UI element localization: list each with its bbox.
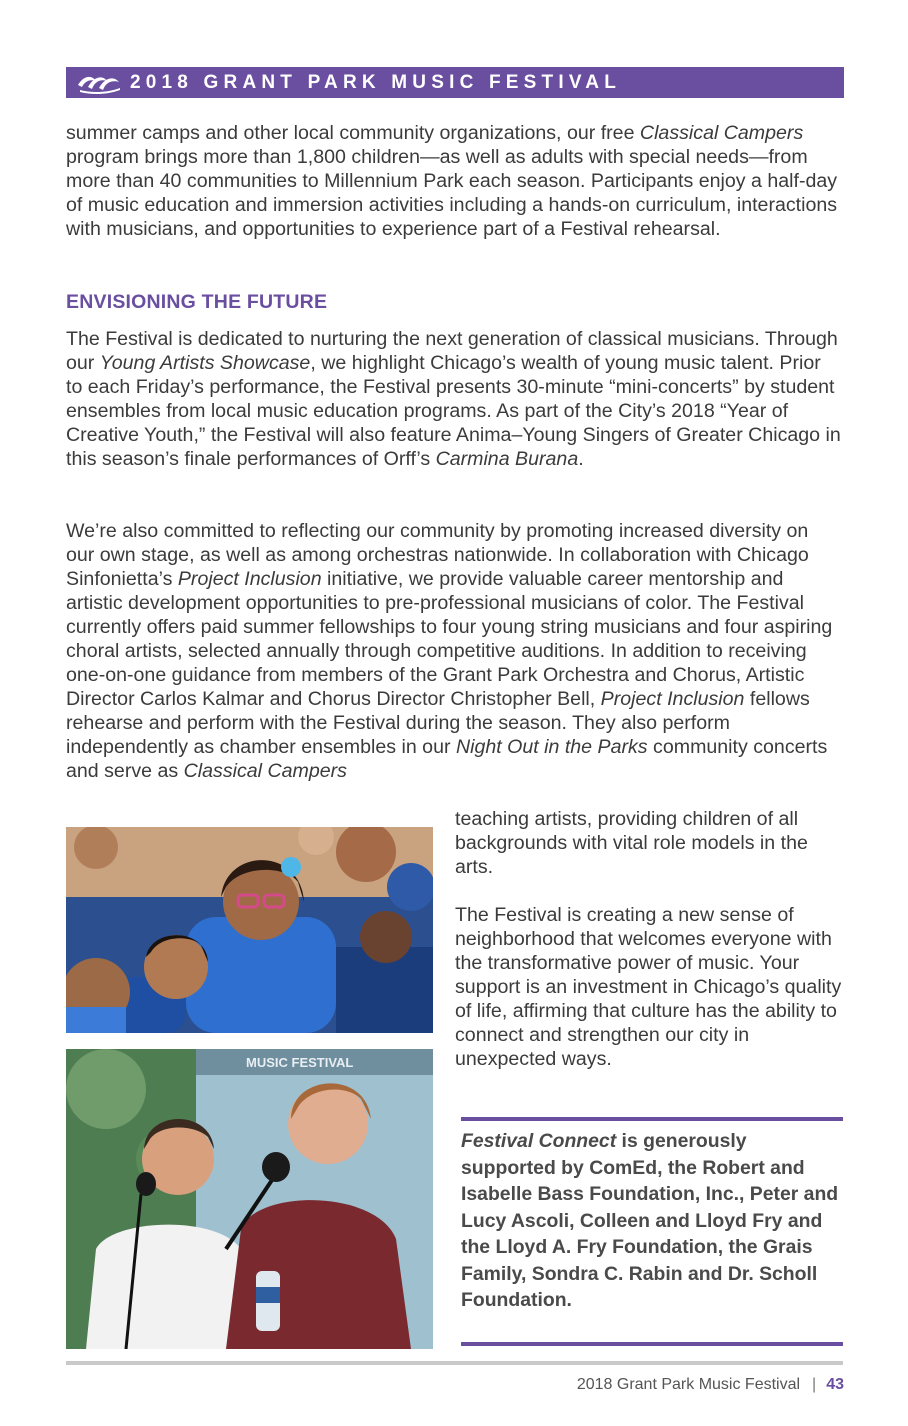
page-header-bar — [66, 67, 844, 98]
page-footer — [577, 1376, 844, 1394]
footer-separator: | — [812, 1376, 817, 1393]
neighborhood-paragraph: The Festival is creating a new sense of neighborhood that welcomes everyone with the transformative power of music. Your support is an investment in Chicago’s quality of life, affirming that culture has the ability to connect and strengthen our city in unexpected ways. — [455, 904, 842, 1070]
photo-banner-text: MUSIC FESTIVAL — [246, 1055, 354, 1070]
page-number: 43 — [826, 1376, 844, 1393]
intro-paragraph: summer camps and other local community organizations, our free Classical Campers program brings more than 1,800 children—as well as adults with special needs—from more than 40 communities to Millennium Park each season. Participants enjoy a half-day of music education and immersion activities including a hands-on curriculum, interactions with musicians, and opportunities to experience part of a Festival rehearsal. — [66, 122, 838, 240]
support-box-bottom-rule — [461, 1342, 843, 1346]
future-paragraph: The Festival is dedicated to nurturing the next generation of classical musicians. Through our Young Artists Showcase, we highlight Chicago’s wealth of young music talent. Prior to each Friday’s performance, the Festival presents 30-minute “mini-concerts” by student ensembles from local music education programs. As part of the City’s 2018 “Year of Creative Youth,” the Festival will also feature Anima–Young Singers of Greater Chicago in this season’s finale performances of Orff’s Carmina Burana. — [66, 328, 841, 470]
support-box-top-rule — [461, 1117, 843, 1121]
diversity-paragraph-continued: teaching artists, providing children of all backgrounds with vital role models in the arts. — [455, 808, 808, 878]
photo-musicians-interview — [66, 1049, 433, 1349]
header-title: 2018 GRANT PARK MUSIC FESTIVAL — [130, 71, 622, 93]
diversity-paragraph: We’re also committed to reflecting our community by promoting increased diversity on our own stage, as well as among orchestras nationwide. In collaboration with Chicago Sinfonietta’s Project Inclusion initiative, we provide valuable career mentorship and artistic development opportunities to pre-professional musicians of color. The Festival currently offers paid summer fellowships to four young string musicians and four aspiring choral artists, selected annually through competitive auditions. In addition to receiving one-on-one guidance from members of the Grant Park Orchestra and Chorus, Artistic Director Carlos Kalmar and Chorus Director Christopher Bell, Project Inclusion fellows rehearse and perform with the Festival during the season. They also perform independently as chamber ensembles in our Night Out in the Parks community concerts and serve as Classical Campers — [66, 520, 833, 782]
footer-rule — [66, 1361, 843, 1365]
photo-campers — [66, 827, 433, 1033]
gpmf-wave-logo-icon — [76, 71, 122, 95]
section-heading: ENVISIONING THE FUTURE — [66, 291, 328, 313]
footer-label: 2018 Grant Park Music Festival — [576, 1376, 801, 1393]
support-credit: Festival Connect is generously supported by ComEd, the Robert and Isabelle Bass Foundation, Inc., Peter and Lucy Ascoli, Colleen and Lloyd Fry and the Lloyd A. Fry Foundation, the Grais Family, Sondra C. Rabin and Dr. Scholl Foundation. — [461, 1130, 839, 1311]
